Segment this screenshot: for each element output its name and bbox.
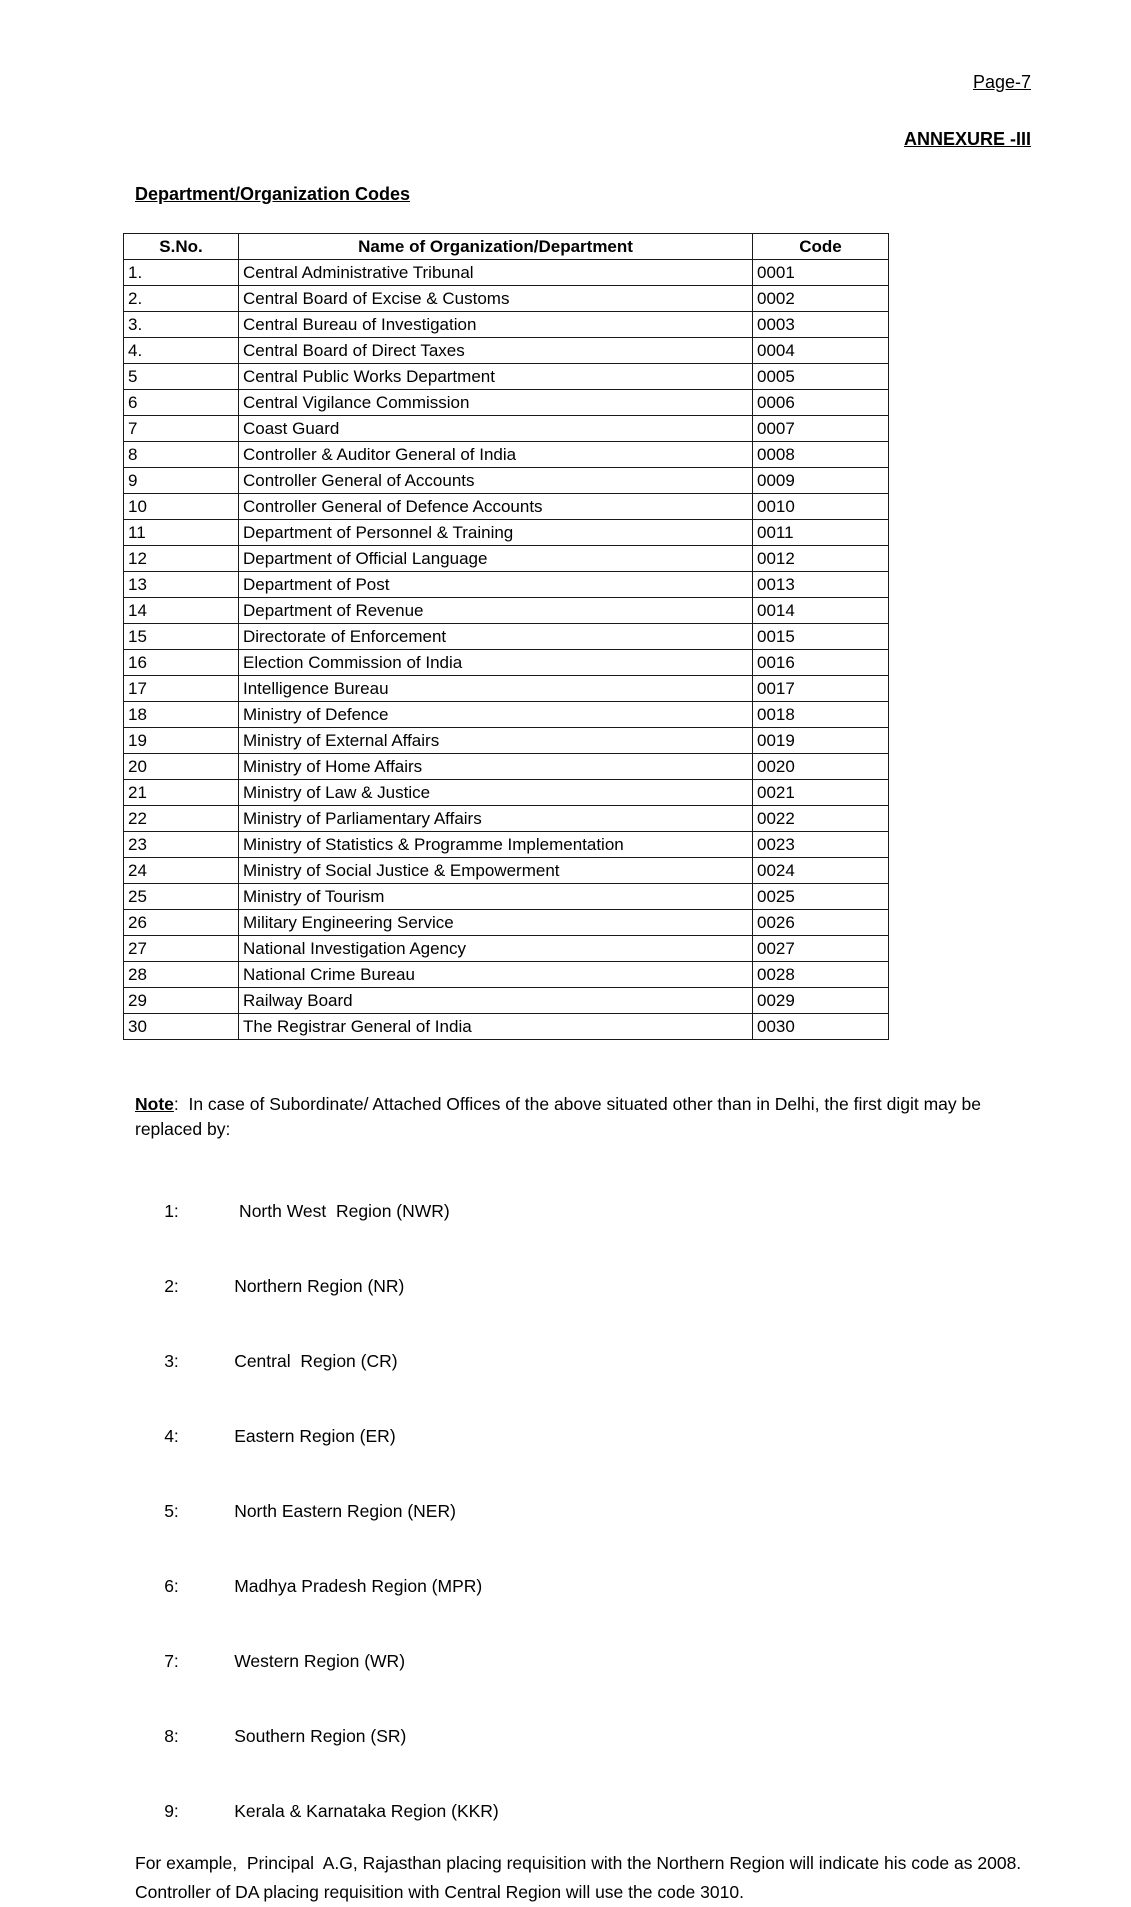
row-code: 0001 — [753, 260, 889, 286]
region-number: 1: — [164, 1201, 179, 1221]
table-row — [124, 338, 889, 364]
row-sno: 11 — [124, 520, 239, 546]
row-name: Department of Official Language — [239, 546, 753, 572]
table-header-name: Name of Organization/Department — [239, 234, 753, 260]
region-number: 2: — [164, 1276, 179, 1296]
row-code: 0003 — [753, 312, 889, 338]
row-sno: 18 — [124, 702, 239, 728]
row-name: Department of Post — [239, 572, 753, 598]
row-name: Central Vigilance Commission — [239, 390, 753, 416]
row-code: 0014 — [753, 598, 889, 624]
row-sno: 30 — [124, 1014, 239, 1040]
row-sno: 13 — [124, 572, 239, 598]
row-name: Central Board of Excise & Customs — [239, 286, 753, 312]
row-code: 0009 — [753, 468, 889, 494]
row-code: 0024 — [753, 858, 889, 884]
region-item — [135, 1474, 1031, 1549]
row-name: Coast Guard — [239, 416, 753, 442]
region-item — [135, 1249, 1031, 1324]
row-name: Central Board of Direct Taxes — [239, 338, 753, 364]
table-row — [124, 442, 889, 468]
table-row — [124, 884, 889, 910]
table-header-row — [124, 234, 889, 260]
region-name: Northern Region (NR) — [234, 1276, 405, 1296]
table-row — [124, 858, 889, 884]
row-code: 0015 — [753, 624, 889, 650]
region-name: Eastern Region (ER) — [234, 1426, 396, 1446]
row-name: National Investigation Agency — [239, 936, 753, 962]
region-number: 6: — [164, 1576, 179, 1596]
table-row — [124, 390, 889, 416]
row-code: 0010 — [753, 494, 889, 520]
row-sno: 6 — [124, 390, 239, 416]
table-row — [124, 676, 889, 702]
table-row — [124, 546, 889, 572]
row-code: 0026 — [753, 910, 889, 936]
region-item — [135, 1549, 1031, 1624]
row-name: The Registrar General of India — [239, 1014, 753, 1040]
region-name: Madhya Pradesh Region (MPR) — [234, 1576, 483, 1596]
table-row — [124, 780, 889, 806]
row-name: Controller General of Accounts — [239, 468, 753, 494]
table-row — [124, 728, 889, 754]
table-row — [124, 806, 889, 832]
row-sno: 16 — [124, 650, 239, 676]
row-code: 0011 — [753, 520, 889, 546]
row-name: Ministry of Parliamentary Affairs — [239, 806, 753, 832]
annexure-title: ANNEXURE -III — [903, 129, 1031, 149]
row-sno: 23 — [124, 832, 239, 858]
row-sno: 28 — [124, 962, 239, 988]
region-list — [135, 1174, 1031, 1849]
row-code: 0012 — [753, 546, 889, 572]
row-name: Controller General of Defence Accounts — [239, 494, 753, 520]
table-header-sno: S.No. — [124, 234, 239, 260]
row-code: 0013 — [753, 572, 889, 598]
row-name: Ministry of Tourism — [239, 884, 753, 910]
region-item — [135, 1324, 1031, 1399]
row-sno: 5 — [124, 364, 239, 390]
region-number: 9: — [164, 1801, 179, 1821]
table-row — [124, 312, 889, 338]
row-code: 0006 — [753, 390, 889, 416]
region-number: 7: — [164, 1651, 179, 1671]
row-sno: 9 — [124, 468, 239, 494]
table-row — [124, 624, 889, 650]
row-sno: 17 — [124, 676, 239, 702]
region-number: 5: — [164, 1501, 179, 1521]
row-sno: 14 — [124, 598, 239, 624]
region-item — [135, 1624, 1031, 1699]
row-name: Department of Personnel & Training — [239, 520, 753, 546]
row-name: Election Commission of India — [239, 650, 753, 676]
row-sno: 24 — [124, 858, 239, 884]
table-row — [124, 1014, 889, 1040]
region-number: 8: — [164, 1726, 179, 1746]
row-sno: 19 — [124, 728, 239, 754]
row-code: 0028 — [753, 962, 889, 988]
codes-table — [123, 233, 889, 1040]
row-name: Central Bureau of Investigation — [239, 312, 753, 338]
region-number: 3: — [164, 1351, 179, 1371]
table-row — [124, 598, 889, 624]
row-code: 0022 — [753, 806, 889, 832]
table-row — [124, 832, 889, 858]
row-code: 0020 — [753, 754, 889, 780]
table-row — [124, 260, 889, 286]
row-name: Ministry of Social Justice & Empowerment — [239, 858, 753, 884]
row-sno: 1. — [124, 260, 239, 286]
row-name: National Crime Bureau — [239, 962, 753, 988]
row-code: 0021 — [753, 780, 889, 806]
table-header-code: Code — [753, 234, 889, 260]
row-sno: 26 — [124, 910, 239, 936]
codes-table-body — [124, 260, 889, 1040]
note-paragraph — [135, 1092, 1035, 1142]
row-code: 0019 — [753, 728, 889, 754]
table-row — [124, 988, 889, 1014]
row-code: 0017 — [753, 676, 889, 702]
row-sno: 29 — [124, 988, 239, 1014]
table-row — [124, 754, 889, 780]
row-sno: 22 — [124, 806, 239, 832]
row-name: Ministry of External Affairs — [239, 728, 753, 754]
region-item — [135, 1399, 1031, 1474]
row-code: 0008 — [753, 442, 889, 468]
row-sno: 3. — [124, 312, 239, 338]
note-label: Note — [135, 1094, 174, 1114]
row-code: 0023 — [753, 832, 889, 858]
row-code: 0007 — [753, 416, 889, 442]
region-name: Central Region (CR) — [234, 1351, 398, 1371]
row-name: Ministry of Defence — [239, 702, 753, 728]
row-name: Intelligence Bureau — [239, 676, 753, 702]
row-sno: 27 — [124, 936, 239, 962]
table-row — [124, 468, 889, 494]
table-row — [124, 416, 889, 442]
row-code: 0030 — [753, 1014, 889, 1040]
row-code: 0029 — [753, 988, 889, 1014]
table-row — [124, 936, 889, 962]
row-name: Railway Board — [239, 988, 753, 1014]
row-sno: 2. — [124, 286, 239, 312]
region-name: North West Region (NWR) — [234, 1201, 450, 1221]
region-item — [135, 1774, 1031, 1849]
row-name: Department of Revenue — [239, 598, 753, 624]
document-title: Department/Organization Codes — [135, 184, 411, 204]
region-item — [135, 1699, 1031, 1774]
table-row — [124, 494, 889, 520]
note-text: : In case of Subordinate/ Attached Offices of the above situated other than in Delhi, the first digit may be replaced by: — [135, 1094, 986, 1139]
region-item — [135, 1174, 1031, 1249]
table-row — [124, 910, 889, 936]
row-sno: 10 — [124, 494, 239, 520]
row-name: Controller & Auditor General of India — [239, 442, 753, 468]
row-code: 0004 — [753, 338, 889, 364]
row-sno: 21 — [124, 780, 239, 806]
row-sno: 25 — [124, 884, 239, 910]
region-number: 4: — [164, 1426, 179, 1446]
row-sno: 12 — [124, 546, 239, 572]
page-number: Page-7 — [972, 72, 1031, 92]
row-sno: 20 — [124, 754, 239, 780]
row-sno: 4. — [124, 338, 239, 364]
table-row — [124, 364, 889, 390]
table-row — [124, 286, 889, 312]
region-name: Kerala & Karnataka Region (KKR) — [234, 1801, 499, 1821]
table-row — [124, 572, 889, 598]
region-name: North Eastern Region (NER) — [234, 1501, 456, 1521]
row-code: 0025 — [753, 884, 889, 910]
row-code: 0018 — [753, 702, 889, 728]
row-sno: 8 — [124, 442, 239, 468]
row-name: Ministry of Law & Justice — [239, 780, 753, 806]
row-sno: 7 — [124, 416, 239, 442]
example-paragraph: For example, Principal A.G, Rajasthan placing requisition with the Northern Region will indicate his code as 2008. Controller of DA placing requisition with Central Region will use the code 3010. — [135, 1853, 1027, 1902]
row-name: Ministry of Statistics & Programme Implementation — [239, 832, 753, 858]
table-row — [124, 520, 889, 546]
table-row — [124, 650, 889, 676]
row-code: 0002 — [753, 286, 889, 312]
row-name: Central Public Works Department — [239, 364, 753, 390]
row-code: 0005 — [753, 364, 889, 390]
row-sno: 15 — [124, 624, 239, 650]
row-name: Central Administrative Tribunal — [239, 260, 753, 286]
table-row — [124, 962, 889, 988]
row-name: Ministry of Home Affairs — [239, 754, 753, 780]
row-code: 0027 — [753, 936, 889, 962]
row-code: 0016 — [753, 650, 889, 676]
region-name: Western Region (WR) — [234, 1651, 406, 1671]
row-name: Military Engineering Service — [239, 910, 753, 936]
row-name: Directorate of Enforcement — [239, 624, 753, 650]
region-name: Southern Region (SR) — [234, 1726, 407, 1746]
table-row — [124, 702, 889, 728]
